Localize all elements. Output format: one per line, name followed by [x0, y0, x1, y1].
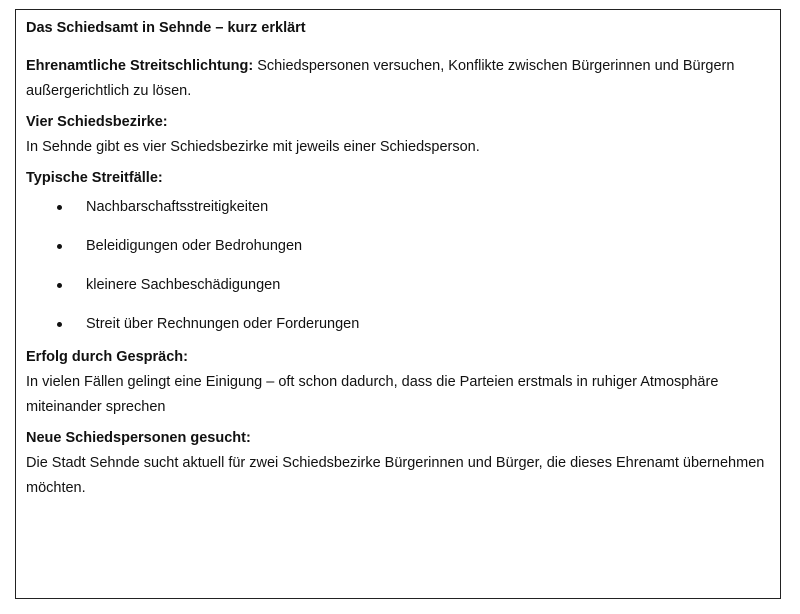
intro-label: Ehrenamtliche Streitschlichtung: [26, 58, 254, 74]
cases-heading: Typische Streitfälle: [26, 170, 163, 186]
bullet-icon [57, 322, 62, 327]
list-item-text: kleinere Sachbeschädigungen [86, 277, 281, 293]
list-item-text: Nachbarschaftsstreitigkeiten [86, 199, 269, 215]
success-heading: Erfolg durch Gespräch: [26, 349, 188, 365]
cases-section [26, 166, 770, 337]
document-title: Das Schiedsamt in Sehnde – kurz erklärt [26, 20, 306, 36]
bullet-icon [57, 283, 62, 288]
recruiting-section [26, 426, 770, 501]
list-item [26, 312, 770, 337]
districts-text: In Sehnde gibt es vier Schiedsbezirke mit jeweils einer Schiedsperson. [26, 139, 480, 155]
list-item-text: Beleidigungen oder Bedrohungen [86, 238, 303, 254]
success-text: In vielen Fällen gelingt eine Einigung – oft schon dadurch, dass die Parteien erstmals in ruhiger Atmosphäre miteinander sprechen [26, 374, 719, 415]
bullet-icon [57, 205, 62, 210]
districts-section [26, 110, 770, 160]
list-item [26, 273, 770, 298]
bullet-icon [57, 244, 62, 249]
list-item [26, 234, 770, 259]
recruiting-text: Die Stadt Sehnde sucht aktuell für zwei Schiedsbezirke Bürgerinnen und Bürger, die dieses Ehrenamt übernehmen möchten. [26, 455, 765, 496]
cases-list [26, 195, 770, 337]
intro-text: Schiedspersonen versuchen, Konflikte zwischen Bürgerinnen und Bürgern außergerichtlich zu lösen. [26, 58, 735, 99]
list-item [26, 195, 770, 220]
districts-heading: Vier Schiedsbezirke: [26, 114, 168, 130]
intro-section [26, 54, 770, 104]
success-section [26, 345, 770, 420]
list-item-text: Streit über Rechnungen oder Forderungen [86, 316, 360, 332]
document-frame [15, 9, 781, 599]
recruiting-heading: Neue Schiedspersonen gesucht: [26, 430, 251, 446]
